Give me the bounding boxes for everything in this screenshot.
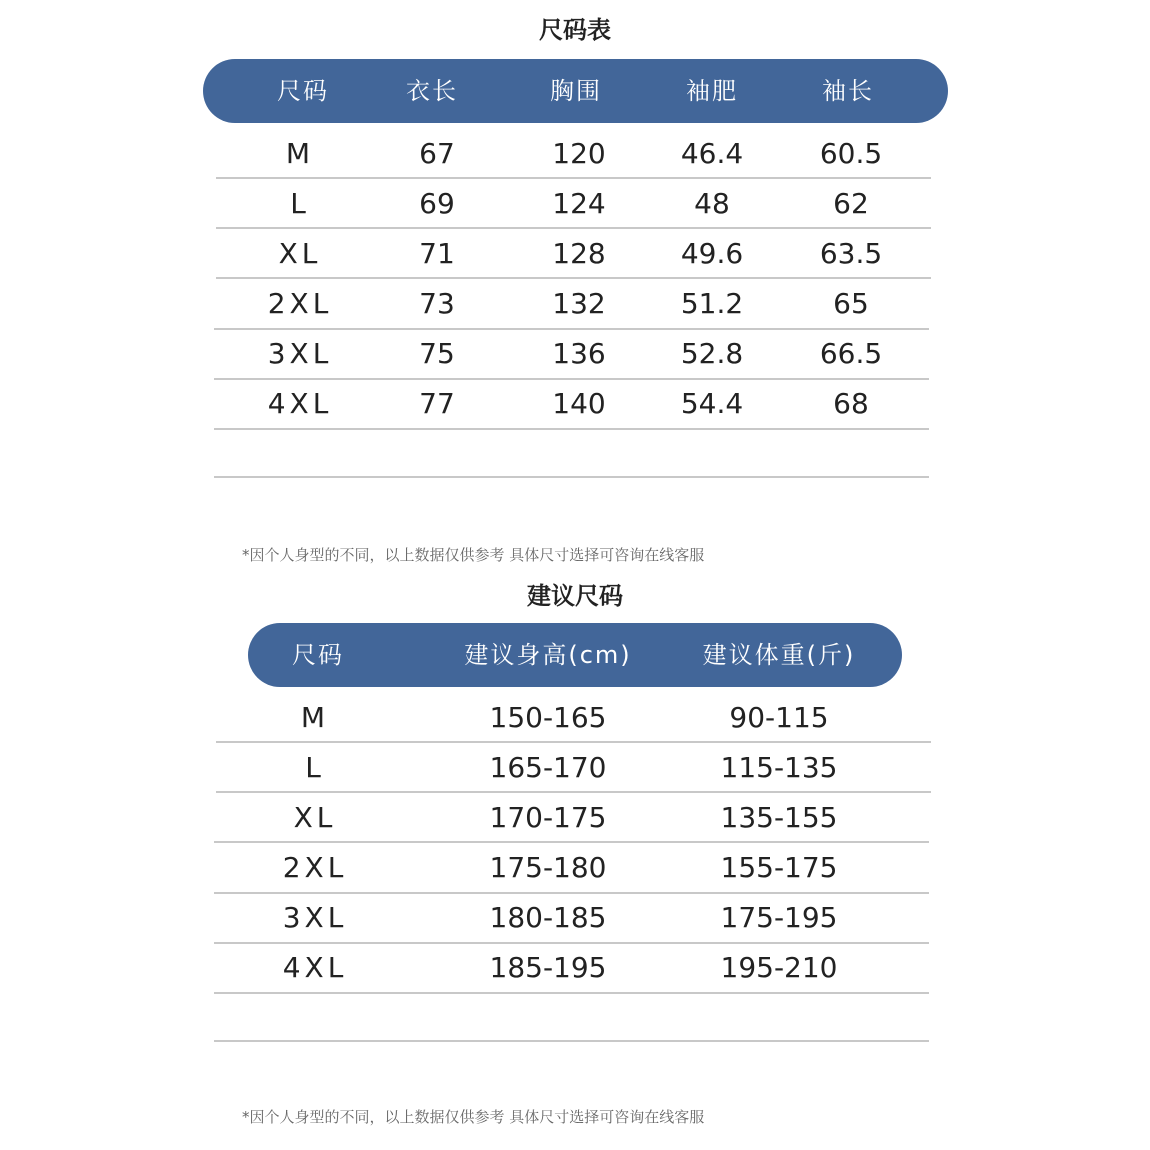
cell-sleeve-width: 51.2 bbox=[680, 287, 744, 320]
cell-weight: 195-210 bbox=[720, 951, 838, 984]
cell-weight: 135-155 bbox=[720, 801, 838, 834]
table-row bbox=[0, 379, 1150, 429]
cell-height: 170-175 bbox=[489, 801, 607, 834]
header-length: 衣长 bbox=[406, 77, 458, 105]
cell-sleeve-length: 60.5 bbox=[819, 137, 883, 170]
table-row bbox=[0, 129, 1150, 179]
cell-size: 2XL bbox=[267, 287, 333, 320]
row-divider bbox=[214, 428, 929, 430]
cell-size: 3XL bbox=[282, 901, 348, 934]
cell-size: 4XL bbox=[267, 387, 333, 420]
header-sleeve-length: 袖长 bbox=[822, 77, 874, 105]
cell-length: 77 bbox=[419, 387, 455, 420]
cell-sleeve-length: 62 bbox=[833, 187, 869, 220]
cell-size: 3XL bbox=[267, 337, 333, 370]
cell-sleeve-width: 48 bbox=[694, 187, 730, 220]
cell-size: XL bbox=[293, 801, 337, 834]
recommend-table-header bbox=[248, 623, 902, 687]
row-divider bbox=[214, 1040, 929, 1042]
size-table-note: *因个人身型的不同，以上数据仅供参考 具体尺寸选择可咨询在线客服 bbox=[242, 546, 705, 564]
cell-chest: 128 bbox=[552, 237, 606, 270]
cell-chest: 124 bbox=[552, 187, 606, 220]
recommend-table-note: *因个人身型的不同，以上数据仅供参考 具体尺寸选择可咨询在线客服 bbox=[242, 1108, 705, 1126]
cell-weight: 155-175 bbox=[720, 851, 838, 884]
table-row bbox=[0, 279, 1150, 329]
header-height: 建议身高(cm) bbox=[464, 641, 632, 669]
cell-weight: 175-195 bbox=[720, 901, 838, 934]
table-row bbox=[0, 743, 1150, 793]
cell-size: XL bbox=[278, 237, 322, 270]
cell-size: M bbox=[285, 137, 315, 170]
header-weight: 建议体重(斤) bbox=[702, 641, 856, 669]
cell-height: 175-180 bbox=[489, 851, 607, 884]
table-row bbox=[0, 179, 1150, 229]
cell-size: 4XL bbox=[282, 951, 348, 984]
size-table-header bbox=[203, 59, 948, 123]
size-table-title: 尺码表 bbox=[539, 16, 611, 44]
cell-weight: 90-115 bbox=[729, 701, 829, 734]
table-row bbox=[0, 793, 1150, 843]
row-divider bbox=[214, 476, 929, 478]
cell-sleeve-width: 49.6 bbox=[680, 237, 744, 270]
cell-length: 71 bbox=[419, 237, 455, 270]
cell-length: 69 bbox=[419, 187, 455, 220]
cell-size: 2XL bbox=[282, 851, 348, 884]
recommend-table-title: 建议尺码 bbox=[527, 582, 623, 610]
table-row bbox=[0, 843, 1150, 893]
cell-sleeve-length: 66.5 bbox=[819, 337, 883, 370]
cell-sleeve-width: 52.8 bbox=[680, 337, 744, 370]
cell-chest: 120 bbox=[552, 137, 606, 170]
header-sleeve-width: 袖肥 bbox=[686, 77, 738, 105]
cell-sleeve-length: 65 bbox=[833, 287, 869, 320]
header-chest: 胸围 bbox=[550, 77, 602, 105]
header-size: 尺码 bbox=[292, 641, 344, 669]
cell-sleeve-length: 63.5 bbox=[819, 237, 883, 270]
header-size: 尺码 bbox=[277, 77, 329, 105]
cell-length: 67 bbox=[419, 137, 455, 170]
cell-size: L bbox=[305, 751, 325, 784]
cell-chest: 140 bbox=[552, 387, 606, 420]
cell-length: 73 bbox=[419, 287, 455, 320]
cell-sleeve-width: 46.4 bbox=[680, 137, 744, 170]
cell-height: 180-185 bbox=[489, 901, 607, 934]
cell-size: L bbox=[290, 187, 310, 220]
cell-weight: 115-135 bbox=[720, 751, 838, 784]
row-divider bbox=[214, 992, 929, 994]
cell-height: 185-195 bbox=[489, 951, 607, 984]
cell-height: 165-170 bbox=[489, 751, 607, 784]
cell-chest: 136 bbox=[552, 337, 606, 370]
cell-size: M bbox=[300, 701, 330, 734]
cell-chest: 132 bbox=[552, 287, 606, 320]
table-row bbox=[0, 943, 1150, 993]
cell-height: 150-165 bbox=[489, 701, 607, 734]
table-row bbox=[0, 693, 1150, 743]
cell-sleeve-length: 68 bbox=[833, 387, 869, 420]
table-row bbox=[0, 893, 1150, 943]
table-row bbox=[0, 229, 1150, 279]
cell-length: 75 bbox=[419, 337, 455, 370]
table-row bbox=[0, 329, 1150, 379]
cell-sleeve-width: 54.4 bbox=[680, 387, 744, 420]
